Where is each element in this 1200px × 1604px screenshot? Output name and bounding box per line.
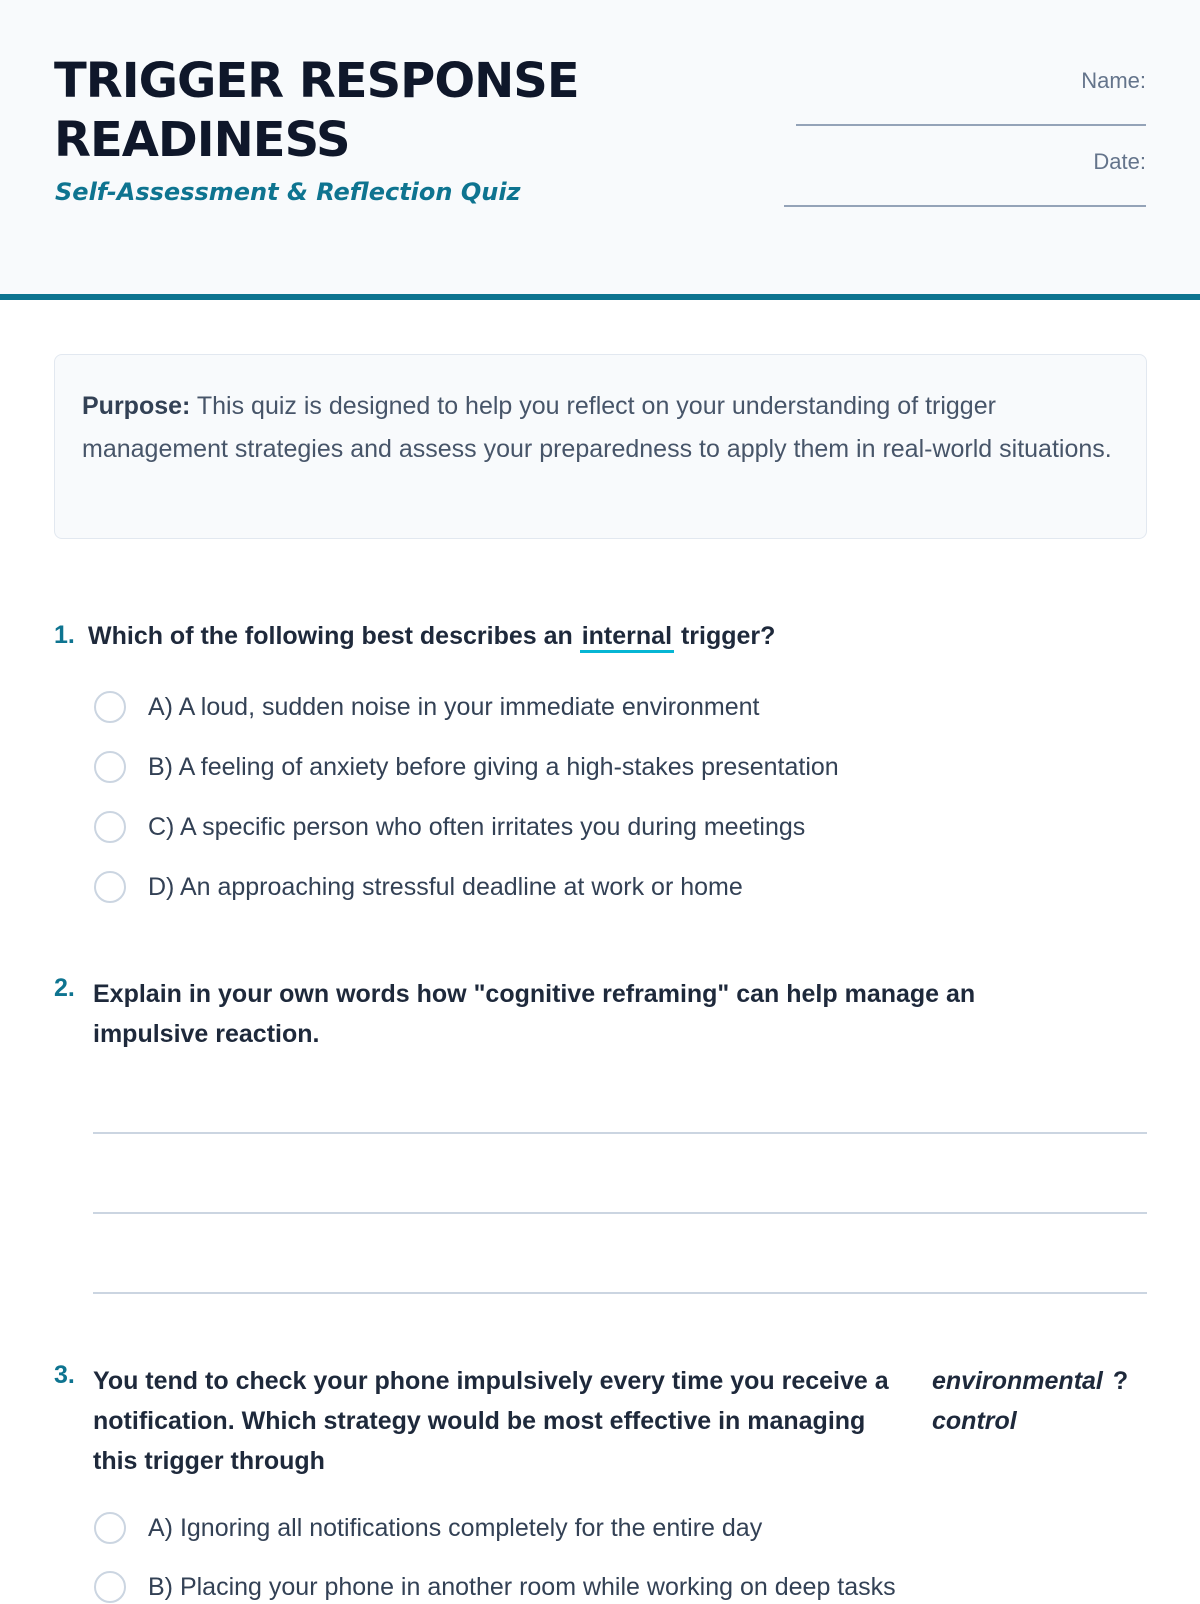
- question-3-emphasis-1: environmental: [932, 1367, 1103, 1395]
- radio-button[interactable]: [94, 691, 126, 723]
- question-1-text: [88, 621, 775, 651]
- question-2-text: Explain in your own words how "cognitive reframing" can help manage an impulsive reaction.: [93, 980, 976, 1048]
- page-title: TRIGGER RESPONSE READINESS: [54, 53, 579, 168]
- answer-line[interactable]: [93, 1132, 1147, 1134]
- question-1-option-b[interactable]: [94, 750, 839, 784]
- answer-line[interactable]: [93, 1292, 1147, 1294]
- option-label: D) An approaching stressful deadline at work or home: [148, 872, 743, 901]
- question-3-option-b[interactable]: [94, 1570, 896, 1604]
- date-label: Date:: [1093, 149, 1146, 174]
- option-label: A) A loud, sudden noise in your immediate environment: [148, 692, 760, 721]
- question-1-emphasis: internal: [580, 622, 674, 653]
- page-subtitle: Self-Assessment & Reflection Quiz: [55, 178, 521, 206]
- radio-button[interactable]: [94, 1571, 126, 1603]
- date-field-line[interactable]: [784, 205, 1146, 207]
- question-3-emphasis-line1: [932, 1361, 1128, 1401]
- question-3-option-a[interactable]: [94, 1511, 762, 1545]
- name-label: Name:: [1081, 68, 1146, 93]
- purpose-text: This quiz is designed to help you reflect on your understanding of trigger management strategies and assess your preparedness to apply them in real-world situations.: [82, 392, 1112, 463]
- question-3-end: ?: [1112, 1367, 1129, 1395]
- option-label: B) A feeling of anxiety before giving a high-stakes presentation: [148, 752, 839, 781]
- question-1-text-after: trigger?: [680, 622, 776, 650]
- question-1-text-before: Which of the following best describes an: [88, 622, 573, 650]
- question-1-option-a[interactable]: [94, 690, 759, 724]
- answer-line[interactable]: [93, 1212, 1147, 1214]
- question-3-emphasis-2: control: [932, 1407, 1017, 1435]
- purpose-box: [54, 354, 1147, 539]
- question-1-number: 1.: [54, 621, 75, 649]
- option-label: C) A specific person who often irritates you during meetings: [148, 812, 806, 841]
- question-3-text: You tend to check your phone impulsively every time you receive a notification. Which strategy would be most effective in managing this trigger through: [93, 1367, 889, 1475]
- purpose-label: Purpose:: [82, 392, 191, 420]
- question-1-option-c[interactable]: [94, 810, 805, 844]
- question-2-number: 2.: [54, 974, 75, 1002]
- option-label: B) Placing your phone in another room while working on deep tasks: [148, 1572, 896, 1601]
- radio-button[interactable]: [94, 751, 126, 783]
- option-label: A) Ignoring all notifications completely for the entire day: [148, 1513, 763, 1542]
- name-field-line[interactable]: [796, 124, 1146, 126]
- page-header: [0, 0, 1200, 300]
- question-3-number: 3.: [54, 1361, 75, 1389]
- radio-button[interactable]: [94, 871, 126, 903]
- radio-button[interactable]: [94, 1512, 126, 1544]
- radio-button[interactable]: [94, 811, 126, 843]
- question-1-option-d[interactable]: [94, 870, 743, 904]
